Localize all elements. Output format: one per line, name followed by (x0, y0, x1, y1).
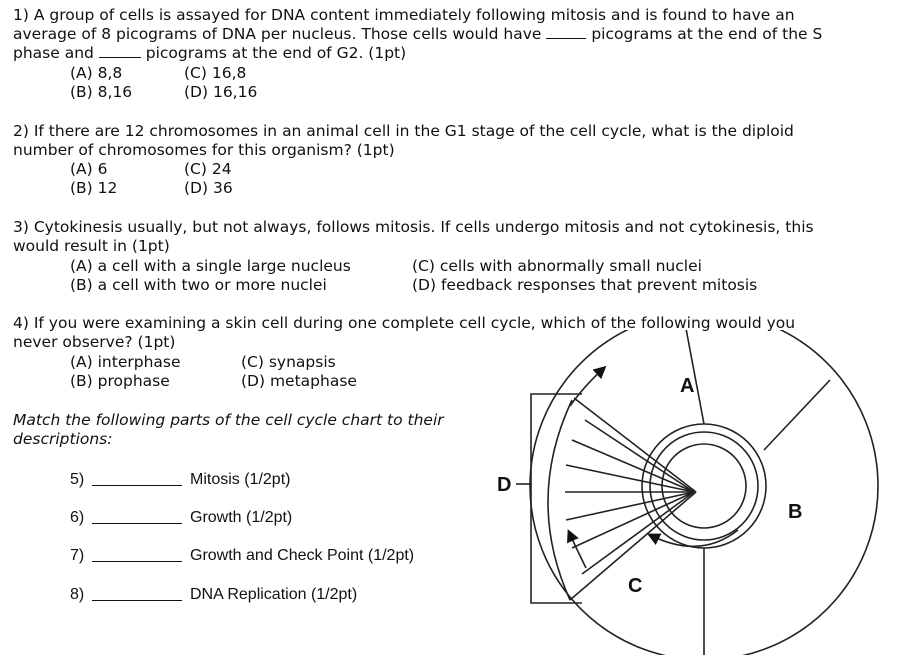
answer-blank-g2[interactable] (99, 44, 141, 58)
label-b: B (788, 501, 803, 523)
match-answer-blank[interactable] (92, 600, 182, 601)
inner-ring-inner (662, 444, 746, 528)
q3-option-a[interactable]: (A) a cell with a single large nucleus (70, 257, 351, 275)
match-instruction-line2: descriptions: (13, 430, 113, 448)
q4-option-b[interactable]: (B) prophase (70, 372, 170, 390)
q3-option-d[interactable]: (D) feedback responses that prevent mitosis (412, 276, 758, 294)
match-item-label: Growth (1/2pt) (190, 509, 293, 526)
q2-option-c[interactable]: (C) 24 (184, 160, 232, 178)
q4-line2: never observe? (1pt) (13, 333, 176, 351)
q4-option-a[interactable]: (A) interphase (70, 353, 181, 371)
q1-line3-part1: phase and (13, 44, 94, 62)
q1-line2-part1: average of 8 picograms of DNA per nucleus. Those cells would have (13, 25, 542, 43)
match-answer-blank[interactable] (92, 561, 182, 562)
label-d: D (497, 474, 512, 496)
sector-divider-a-b (764, 380, 830, 450)
q4-option-d[interactable]: (D) metaphase (241, 372, 357, 390)
mitosis-wedge (548, 398, 696, 600)
match-item-number: 8) (70, 586, 85, 603)
q1-line1: 1) A group of cells is assayed for DNA content immediately following mitosis and is found to have an (13, 6, 795, 24)
q3-option-b[interactable]: (B) a cell with two or more nuclei (70, 276, 327, 294)
q1-line2-part2: picograms at the end of the S (591, 25, 823, 43)
match-item-number: 6) (70, 509, 85, 526)
q2-line2: number of chromosomes for this organism? (1pt) (13, 141, 395, 159)
match-item-number: 5) (70, 471, 85, 488)
q2-option-b[interactable]: (B) 12 (70, 179, 118, 197)
q4-option-c[interactable]: (C) synapsis (241, 353, 336, 371)
match-item-label: Mitosis (1/2pt) (190, 471, 291, 488)
q1-option-a[interactable]: (A) 8,8 (70, 64, 123, 82)
q1-option-d[interactable]: (D) 16,16 (184, 83, 258, 101)
inner-ring-outer (642, 424, 766, 548)
q4-line1: 4) If you were examining a skin cell during one complete cell cycle, which of the following would you (13, 314, 796, 332)
q1-option-c[interactable]: (C) 16,8 (184, 64, 247, 82)
cycle-arrow-top (570, 368, 604, 406)
match-item-label: Growth and Check Point (1/2pt) (190, 547, 415, 564)
label-c: C (628, 575, 643, 597)
q1-line3 (13, 44, 406, 63)
wedge-fan-line (572, 492, 694, 548)
q3-line1: 3) Cytokinesis usually, but not always, follows mitosis. If cells undergo mitosis and not cytokinesis, this (13, 218, 814, 236)
label-a: A (680, 375, 695, 397)
match-item-label: DNA Replication (1/2pt) (190, 586, 358, 603)
cell-cycle-diagram (490, 330, 890, 655)
q2-option-d[interactable]: (D) 36 (184, 179, 233, 197)
q3-line2: would result in (1pt) (13, 237, 170, 255)
match-answer-blank[interactable] (92, 523, 182, 524)
q2-line1: 2) If there are 12 chromosomes in an animal cell in the G1 stage of the cell cycle, what is the diploid (13, 122, 794, 140)
cycle-arrow-bottom (569, 532, 586, 568)
phase-bracket (531, 394, 582, 603)
wedge-fan-line (572, 440, 694, 492)
q1-option-b[interactable]: (B) 8,16 (70, 83, 133, 101)
answer-blank-s-phase[interactable] (546, 25, 586, 39)
match-instruction-line1: Match the following parts of the cell cycle chart to their (13, 411, 444, 429)
match-answer-blank[interactable] (92, 485, 182, 486)
match-item-number: 7) (70, 547, 85, 564)
q1-line2 (13, 25, 822, 44)
q3-option-c[interactable]: (C) cells with abnormally small nuclei (412, 257, 702, 275)
q2-option-a[interactable]: (A) 6 (70, 160, 108, 178)
q1-line3-part2: picograms at the end of G2. (1pt) (145, 44, 407, 62)
